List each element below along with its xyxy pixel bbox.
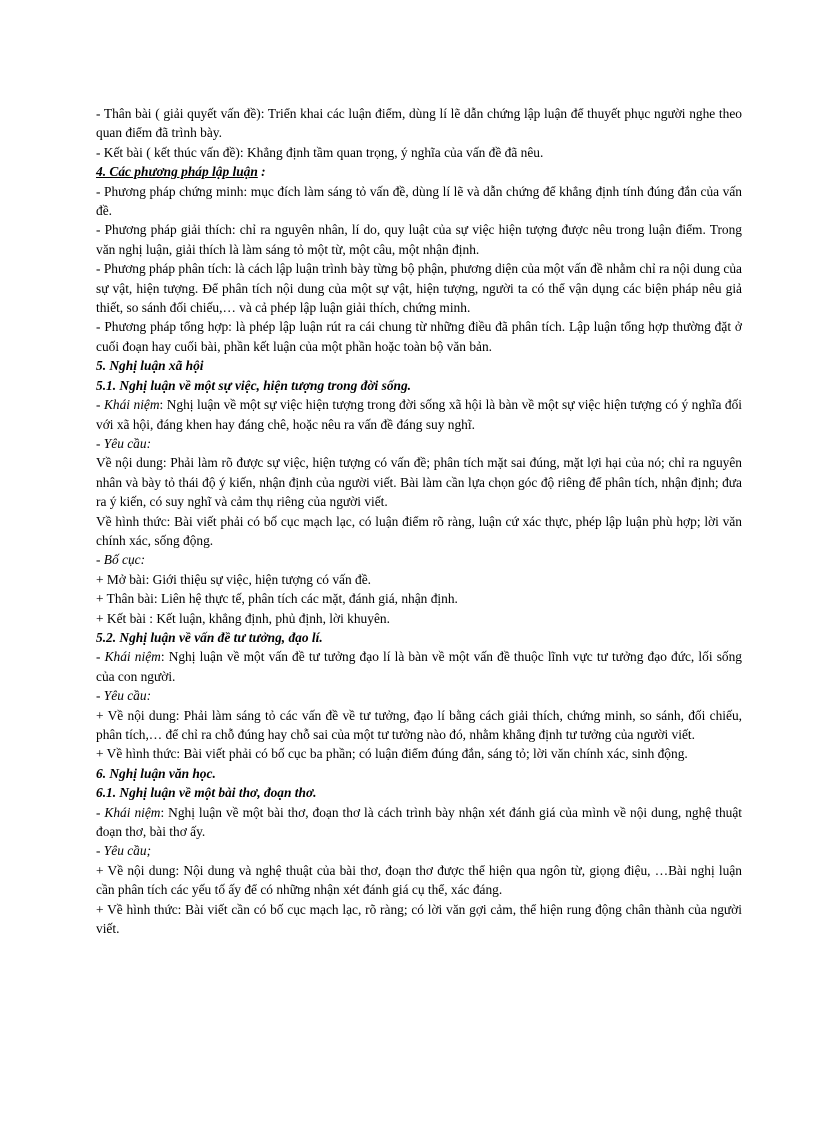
requirements-label-5-2: - Yêu cầu:: [96, 688, 152, 704]
paragraph-form-6-1: + Về hình thức: Bài viết cần có bố cục mạch lạc, rõ ràng; có lời văn gợi cảm, thể hiện rung động chân thành của người viết.: [96, 901, 742, 937]
paragraph-body-part: - Thân bài ( giải quyết vấn đề): Triển khai các luận điểm, dùng lí lẽ dẫn chứng lập luận để thuyết phục người nghe theo quan điểm đã trình bày.: [96, 106, 742, 141]
paragraph-method-analysis: - Phương pháp phân tích: là cách lập luận trình bày từng bộ phận, phương diện của một vấn đề nhằm chỉ ra nội dung của sự vật, hiện tượng. Để phân tích nội dung của một sự vật, hiện tượng, người ta có thể vận dụng các biện pháp nêu giả thiết, so sánh đối chiếu,… và cả phép lập luận giải thích, chứng minh.: [96, 261, 742, 316]
definition-label: - Khái niệm: [96, 804, 161, 820]
heading-section-6: 6. Nghị luận văn học.: [96, 765, 216, 781]
definition-text: : Nghị luận về một sự việc hiện tượng trong đời sống xã hội là bàn về một sự việc hiện tượng có ý nghĩa đối với xã hội, đáng khen hay đáng chê, hoặc nêu ra vấn đề đáng suy nghĩ.: [96, 397, 742, 432]
definition-text: : Nghị luận về một bài thơ, đoạn thơ là cách trình bày nhận xét đánh giá của mình về nội dung, nghệ thuật đoạn thơ, bài thơ ấy.: [96, 804, 742, 840]
definition-label: - Khái niệm: [96, 649, 161, 665]
document-page: [96, 104, 742, 938]
requirements-label-5-1: - Yêu cầu:: [96, 435, 152, 451]
paragraph-content-5-1: Về nội dung: Phải làm rõ được sự việc, hiện tượng có vấn đề; phân tích mặt sai đúng, mặt lợi hại của nó; chỉ ra nguyên nhân và bày tỏ thái độ ý kiến, nhận định của người viết. Bài làm cần lựa chọn góc độ riêng để phân tích, nhận định; đưa ra ý kiến, có suy nghĩ và cảm thụ riêng của người viết.: [96, 455, 742, 510]
paragraph-definition-5-1: [96, 395, 742, 434]
layout-label-5-1: - Bố cục:: [96, 552, 146, 568]
paragraph-content-6-1: + Về nội dung: Nội dung và nghệ thuật của bài thơ, đoạn thơ được thể hiện qua ngôn từ, giọng điệu, …Bài nghị luận cần phân tích các yếu tố ấy để có những nhận xét đánh giá cụ thể, xác đáng.: [96, 862, 742, 898]
heading-section-4-colon: :: [257, 164, 266, 180]
paragraph-method-proof: - Phương pháp chứng minh: mục đích làm sáng tỏ vấn đề, dùng lí lẽ và dẫn chứng để khẳng định tính đúng đắn của vấn đề.: [96, 183, 742, 219]
heading-section-5-2: 5.2. Nghị luận về vấn đề tư tưởng, đạo lí.: [96, 629, 323, 645]
paragraph-definition-6-1: [96, 803, 742, 842]
paragraph-method-explain: - Phương pháp giải thích: chỉ ra nguyên nhân, lí do, quy luật của sự việc hiện tượng được nêu trong luận điểm. Trong văn nghị luận, giải thích là làm sáng tỏ một từ, một câu, một nhận định.: [96, 222, 742, 257]
heading-section-4-text: 4. Các phương pháp lập luận: [96, 164, 258, 180]
heading-section-5-1: 5.1. Nghị luận về một sự việc, hiện tượng trong đời sống.: [96, 377, 412, 393]
heading-section-6-1: 6.1. Nghị luận về một bài thơ, đoạn thơ.: [96, 785, 317, 801]
definition-text: : Nghị luận về một vấn đề tư tưởng đạo lí là bàn về một vấn đề thuộc lĩnh vực tư tưởng đạo đức, lối sống của con người.: [96, 649, 742, 684]
heading-section-5: 5. Nghị luận xã hội: [96, 358, 204, 374]
paragraph-form-5-2: + Về hình thức: Bài viết phải có bố cục ba phần; có luận điểm đúng đắn, sáng tỏ; lời văn chính xác, sinh động.: [96, 746, 688, 762]
paragraph-conclusion-part: - Kết bài ( kết thúc vấn đề): Khẳng định tầm quan trọng, ý nghĩa của vấn đề đã nêu.: [96, 144, 544, 160]
paragraph-method-synthesis: - Phương pháp tổng hợp: là phép lập luận rút ra cái chung từ những điều đã phân tích. Lập luận tổng hợp thường đặt ở cuối đoạn hay cuối bài, phần kết luận của một phần hoặc toàn bộ văn bản.: [96, 319, 742, 354]
paragraph-opening: + Mở bài: Giới thiệu sự việc, hiện tượng có vấn đề.: [96, 571, 371, 587]
paragraph-content-5-2: + Về nội dung: Phải làm sáng tỏ các vấn đề về tư tưởng, đạo lí bằng cách giải thích, chứng minh, so sánh, đối chiếu, phân tích,… để chỉ ra chỗ đúng hay chỗ sai của một tư tưởng nào đó, nhằm khẳng định tư tưởng của người viết.: [96, 707, 742, 742]
heading-section-4: [96, 162, 742, 181]
paragraph-form-5-1: Về hình thức: Bài viết phải có bố cục mạch lạc, có luận điểm rõ ràng, luận cứ xác thực, phép lập luận phù hợp; lời văn chính xác, sống động.: [96, 513, 742, 548]
paragraph-body: + Thân bài: Liên hệ thực tế, phân tích các mặt, đánh giá, nhận định.: [96, 591, 458, 607]
requirements-label-6-1: - Yêu cầu;: [96, 843, 152, 859]
paragraph-definition-5-2: [96, 647, 742, 686]
paragraph-conclusion: + Kết bài : Kết luận, khẳng định, phủ định, lời khuyên.: [96, 610, 390, 626]
definition-label: - Khái niệm: [96, 397, 160, 413]
